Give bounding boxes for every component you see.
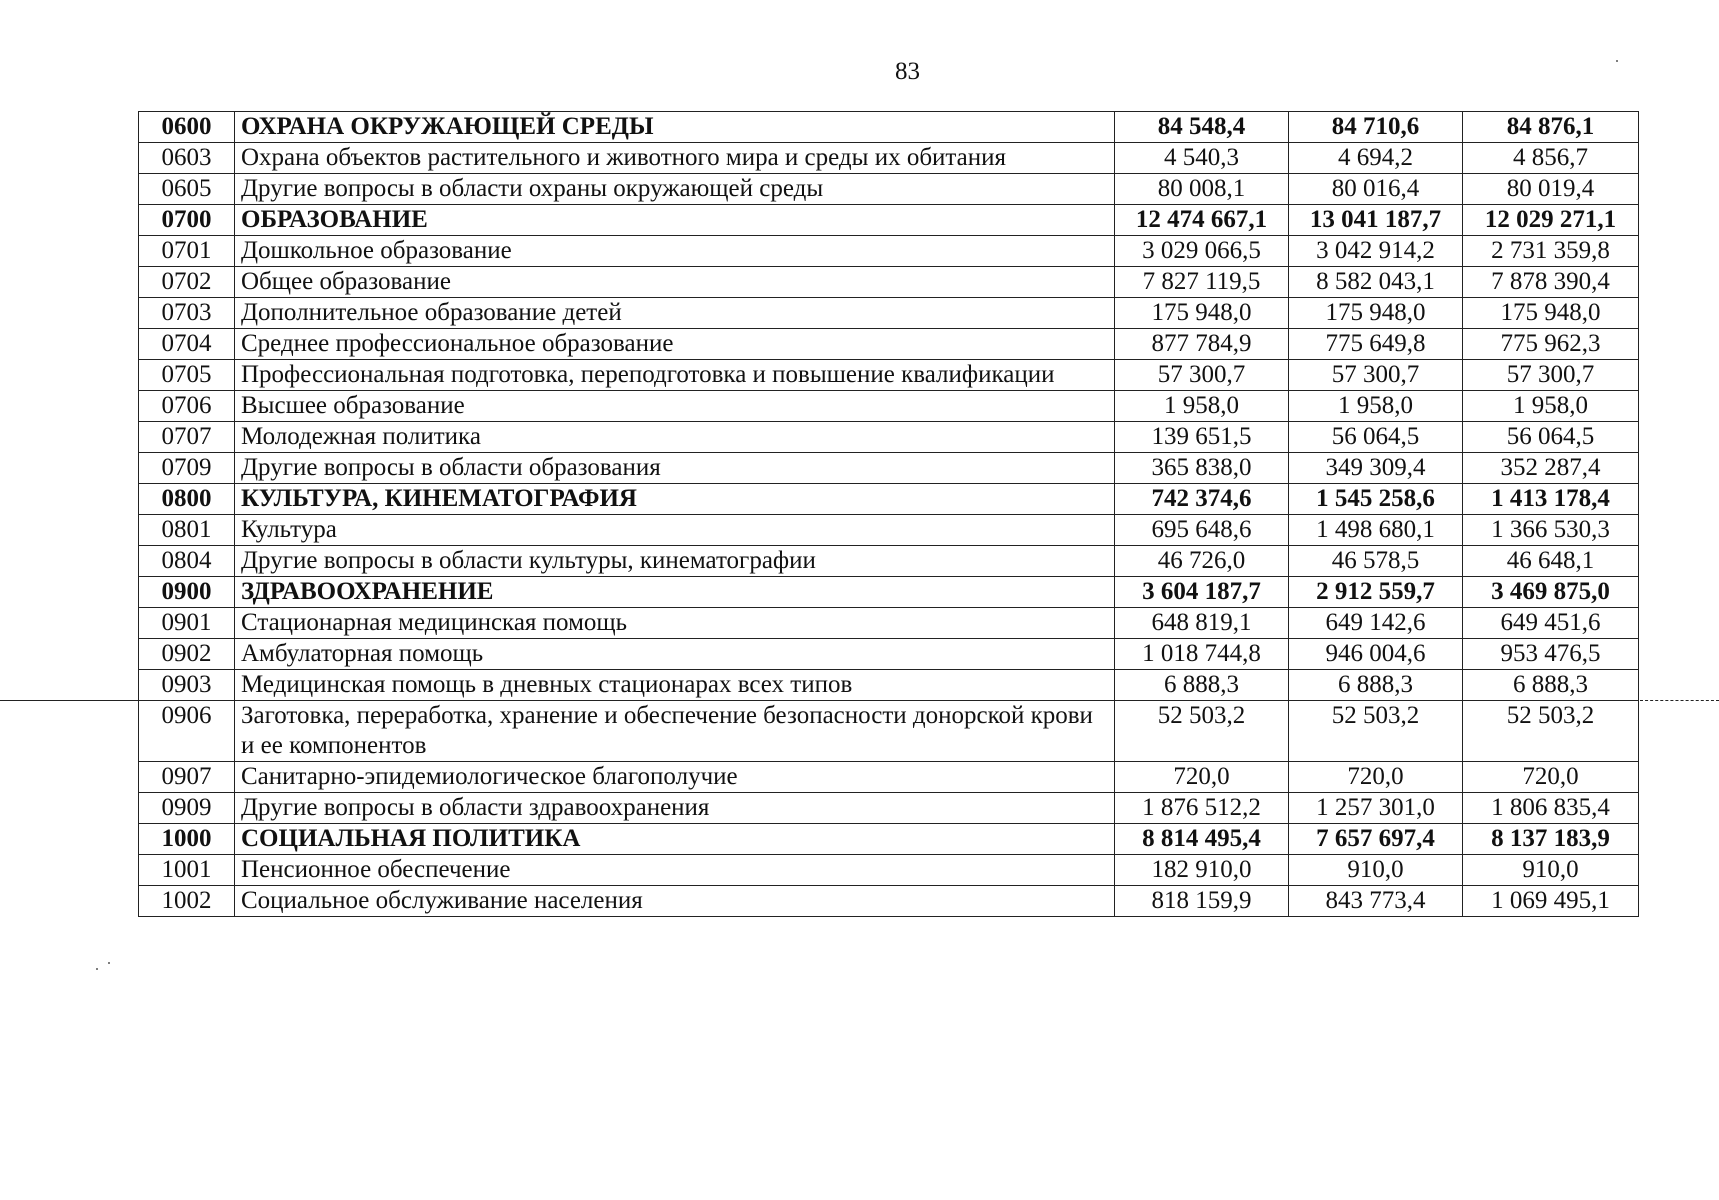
code-cell: 0700	[139, 205, 235, 236]
value-cell-1: 4 540,3	[1115, 143, 1289, 174]
value-cell-3: 1 069 495,1	[1463, 886, 1639, 917]
name-cell: ОБРАЗОВАНИЕ	[235, 205, 1115, 236]
table-row	[139, 546, 1639, 577]
value-cell-3: 2 731 359,8	[1463, 236, 1639, 267]
name-cell: Амбулаторная помощь	[235, 639, 1115, 670]
value-cell-1: 3 604 187,7	[1115, 577, 1289, 608]
code-cell: 0709	[139, 453, 235, 484]
code-cell: 1001	[139, 855, 235, 886]
name-cell: Высшее образование	[235, 391, 1115, 422]
value-cell-3: 4 856,7	[1463, 143, 1639, 174]
value-cell-3: 52 503,2	[1463, 701, 1639, 762]
value-cell-2: 720,0	[1289, 762, 1463, 793]
table-row	[139, 670, 1639, 701]
value-cell-1: 7 827 119,5	[1115, 267, 1289, 298]
value-cell-3: 6 888,3	[1463, 670, 1639, 701]
value-cell-3: 8 137 183,9	[1463, 824, 1639, 855]
value-cell-1: 8 814 495,4	[1115, 824, 1289, 855]
value-cell-1: 84 548,4	[1115, 112, 1289, 143]
value-cell-3: 953 476,5	[1463, 639, 1639, 670]
value-cell-2: 946 004,6	[1289, 639, 1463, 670]
name-cell: Медицинская помощь в дневных стационарах всех типов	[235, 670, 1115, 701]
value-cell-2: 1 257 301,0	[1289, 793, 1463, 824]
name-cell: Профессиональная подготовка, переподготовка и повышение квалификации	[235, 360, 1115, 391]
value-cell-1: 1 018 744,8	[1115, 639, 1289, 670]
value-cell-1: 1 958,0	[1115, 391, 1289, 422]
value-cell-1: 720,0	[1115, 762, 1289, 793]
value-cell-1: 818 159,9	[1115, 886, 1289, 917]
code-cell: 1000	[139, 824, 235, 855]
code-cell: 0901	[139, 608, 235, 639]
code-cell: 0705	[139, 360, 235, 391]
name-cell: Дошкольное образование	[235, 236, 1115, 267]
value-cell-1: 182 910,0	[1115, 855, 1289, 886]
value-cell-3: 175 948,0	[1463, 298, 1639, 329]
table-row	[139, 515, 1639, 546]
code-cell: 0603	[139, 143, 235, 174]
value-cell-3: 1 366 530,3	[1463, 515, 1639, 546]
value-cell-1: 175 948,0	[1115, 298, 1289, 329]
value-cell-2: 1 545 258,6	[1289, 484, 1463, 515]
table-row	[139, 453, 1639, 484]
value-cell-2: 84 710,6	[1289, 112, 1463, 143]
code-cell: 0605	[139, 174, 235, 205]
name-cell: Заготовка, переработка, хранение и обеспечение безопасности донорской крови и ее компонентов	[235, 701, 1115, 762]
code-cell: 0804	[139, 546, 235, 577]
value-cell-3: 3 469 875,0	[1463, 577, 1639, 608]
value-cell-2: 13 041 187,7	[1289, 205, 1463, 236]
name-cell: Санитарно-эпидемиологическое благополучие	[235, 762, 1115, 793]
scan-rule-right	[1640, 700, 1719, 701]
value-cell-2: 843 773,4	[1289, 886, 1463, 917]
value-cell-3: 352 287,4	[1463, 453, 1639, 484]
name-cell: Другие вопросы в области охраны окружающей среды	[235, 174, 1115, 205]
table-row	[139, 267, 1639, 298]
table-row	[139, 855, 1639, 886]
code-cell: 0909	[139, 793, 235, 824]
value-cell-3: 1 806 835,4	[1463, 793, 1639, 824]
value-cell-1: 3 029 066,5	[1115, 236, 1289, 267]
value-cell-3: 46 648,1	[1463, 546, 1639, 577]
table-row	[139, 701, 1639, 762]
value-cell-1: 648 819,1	[1115, 608, 1289, 639]
value-cell-2: 46 578,5	[1289, 546, 1463, 577]
name-cell: Дополнительное образование детей	[235, 298, 1115, 329]
value-cell-2: 649 142,6	[1289, 608, 1463, 639]
code-cell: 0701	[139, 236, 235, 267]
name-cell: ЗДРАВООХРАНЕНИЕ	[235, 577, 1115, 608]
value-cell-1: 80 008,1	[1115, 174, 1289, 205]
value-cell-3: 649 451,6	[1463, 608, 1639, 639]
section-row	[139, 824, 1639, 855]
value-cell-1: 46 726,0	[1115, 546, 1289, 577]
value-cell-2: 1 958,0	[1289, 391, 1463, 422]
code-cell: 0903	[139, 670, 235, 701]
value-cell-1: 1 876 512,2	[1115, 793, 1289, 824]
table-row	[139, 391, 1639, 422]
value-cell-2: 1 498 680,1	[1289, 515, 1463, 546]
code-cell: 0801	[139, 515, 235, 546]
value-cell-2: 57 300,7	[1289, 360, 1463, 391]
name-cell: Общее образование	[235, 267, 1115, 298]
value-cell-3: 57 300,7	[1463, 360, 1639, 391]
name-cell: Культура	[235, 515, 1115, 546]
code-cell: 0800	[139, 484, 235, 515]
name-cell: КУЛЬТУРА, КИНЕМАТОГРАФИЯ	[235, 484, 1115, 515]
table-row	[139, 329, 1639, 360]
value-cell-2: 910,0	[1289, 855, 1463, 886]
section-row	[139, 484, 1639, 515]
name-cell: Пенсионное обеспечение	[235, 855, 1115, 886]
value-cell-3: 84 876,1	[1463, 112, 1639, 143]
value-cell-3: 80 019,4	[1463, 174, 1639, 205]
scan-speck	[108, 962, 110, 964]
scan-speck	[96, 968, 98, 970]
table-row	[139, 793, 1639, 824]
table-row	[139, 236, 1639, 267]
value-cell-1: 139 651,5	[1115, 422, 1289, 453]
name-cell: Другие вопросы в области образования	[235, 453, 1115, 484]
table-row	[139, 422, 1639, 453]
value-cell-2: 2 912 559,7	[1289, 577, 1463, 608]
code-cell: 0902	[139, 639, 235, 670]
section-row	[139, 577, 1639, 608]
section-row	[139, 112, 1639, 143]
code-cell: 0907	[139, 762, 235, 793]
code-cell: 0900	[139, 577, 235, 608]
page-number: 83	[895, 58, 920, 85]
value-cell-2: 7 657 697,4	[1289, 824, 1463, 855]
value-cell-2: 56 064,5	[1289, 422, 1463, 453]
budget-table	[138, 111, 1639, 917]
code-cell: 0706	[139, 391, 235, 422]
value-cell-3: 775 962,3	[1463, 329, 1639, 360]
name-cell: СОЦИАЛЬНАЯ ПОЛИТИКА	[235, 824, 1115, 855]
section-row	[139, 205, 1639, 236]
value-cell-3: 7 878 390,4	[1463, 267, 1639, 298]
value-cell-2: 8 582 043,1	[1289, 267, 1463, 298]
value-cell-2: 52 503,2	[1289, 701, 1463, 762]
name-cell: Социальное обслуживание населения	[235, 886, 1115, 917]
value-cell-2: 3 042 914,2	[1289, 236, 1463, 267]
scan-rule-left	[0, 700, 140, 701]
table-row	[139, 762, 1639, 793]
value-cell-2: 80 016,4	[1289, 174, 1463, 205]
code-cell: 0702	[139, 267, 235, 298]
name-cell: Молодежная политика	[235, 422, 1115, 453]
name-cell: Другие вопросы в области здравоохранения	[235, 793, 1115, 824]
value-cell-1: 877 784,9	[1115, 329, 1289, 360]
code-cell: 1002	[139, 886, 235, 917]
table-row	[139, 143, 1639, 174]
code-cell: 0906	[139, 701, 235, 762]
name-cell: Среднее профессиональное образование	[235, 329, 1115, 360]
value-cell-1: 57 300,7	[1115, 360, 1289, 391]
value-cell-1: 52 503,2	[1115, 701, 1289, 762]
name-cell: ОХРАНА ОКРУЖАЮЩЕЙ СРЕДЫ	[235, 112, 1115, 143]
code-cell: 0703	[139, 298, 235, 329]
value-cell-2: 349 309,4	[1289, 453, 1463, 484]
table-row	[139, 174, 1639, 205]
value-cell-1: 12 474 667,1	[1115, 205, 1289, 236]
table-row	[139, 886, 1639, 917]
table-row	[139, 608, 1639, 639]
code-cell: 0707	[139, 422, 235, 453]
value-cell-3: 910,0	[1463, 855, 1639, 886]
name-cell: Охрана объектов растительного и животного мира и среды их обитания	[235, 143, 1115, 174]
table-row	[139, 360, 1639, 391]
value-cell-3: 1 413 178,4	[1463, 484, 1639, 515]
value-cell-2: 6 888,3	[1289, 670, 1463, 701]
code-cell: 0704	[139, 329, 235, 360]
value-cell-3: 1 958,0	[1463, 391, 1639, 422]
value-cell-3: 56 064,5	[1463, 422, 1639, 453]
value-cell-3: 720,0	[1463, 762, 1639, 793]
value-cell-1: 6 888,3	[1115, 670, 1289, 701]
value-cell-2: 4 694,2	[1289, 143, 1463, 174]
value-cell-1: 695 648,6	[1115, 515, 1289, 546]
table-row	[139, 639, 1639, 670]
name-cell: Стационарная медицинская помощь	[235, 608, 1115, 639]
value-cell-1: 365 838,0	[1115, 453, 1289, 484]
value-cell-2: 775 649,8	[1289, 329, 1463, 360]
budget-table-body	[139, 112, 1639, 917]
value-cell-3: 12 029 271,1	[1463, 205, 1639, 236]
value-cell-2: 175 948,0	[1289, 298, 1463, 329]
code-cell: 0600	[139, 112, 235, 143]
table-row	[139, 298, 1639, 329]
value-cell-1: 742 374,6	[1115, 484, 1289, 515]
scan-speck	[1616, 60, 1618, 62]
name-cell: Другие вопросы в области культуры, кинематографии	[235, 546, 1115, 577]
